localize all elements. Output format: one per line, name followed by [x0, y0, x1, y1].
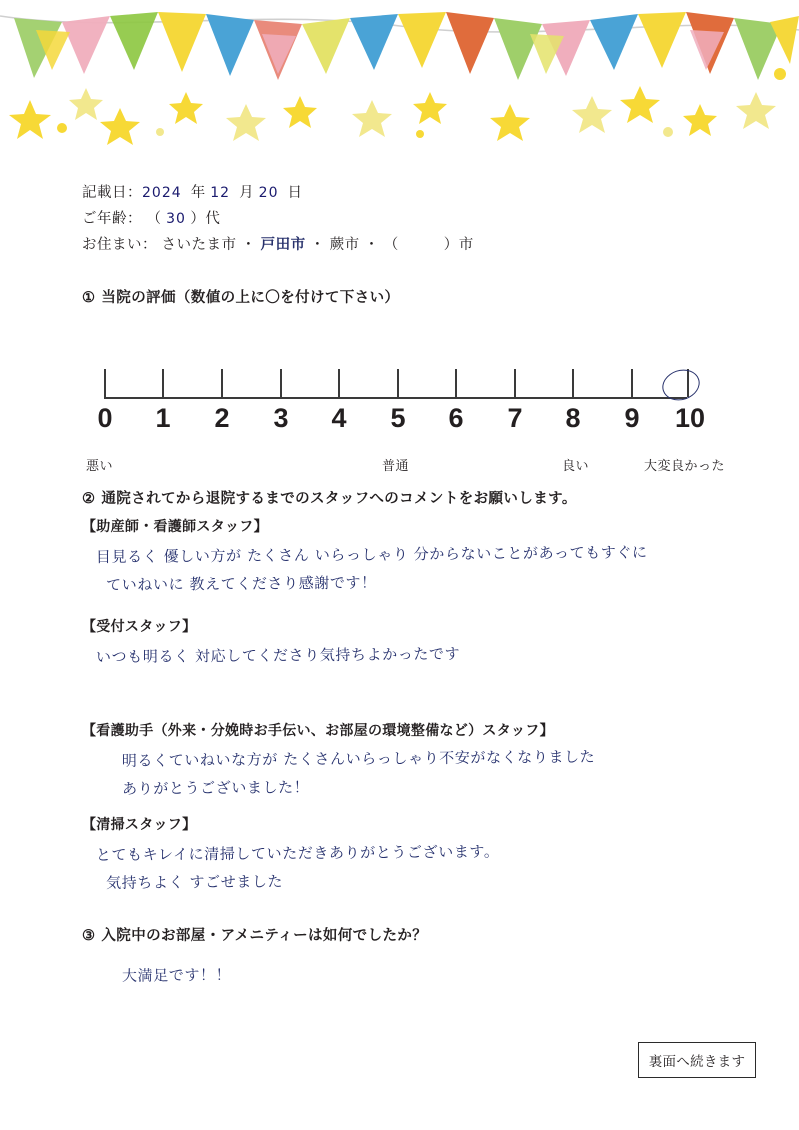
question-3	[82, 924, 799, 945]
scale-tick-6	[455, 369, 457, 397]
question-2-text: 通院されてから退院するまでのスタッフへのコメントをお願いします。	[101, 491, 577, 507]
rating-scale	[0, 337, 799, 487]
q3-answer-line1: 大満足です！！	[121, 965, 232, 985]
date-label: 記載日：	[82, 185, 142, 201]
q2-label-midwife: 【助産師・看護師スタッフ】	[82, 518, 268, 534]
q2-answer-reception[interactable]	[96, 637, 799, 671]
scale-caption-excellent: 大変良かった	[644, 458, 726, 473]
scale-tick-9	[631, 369, 633, 397]
question-2	[82, 487, 799, 508]
scale-label-6[interactable]: 6	[448, 403, 464, 433]
question-1-text: 当院の評価（数値の上に〇を付けて下さい）	[101, 290, 400, 306]
scale-tick-1	[162, 369, 164, 397]
address-option-saitama[interactable]: さいたま市	[161, 237, 237, 253]
q2-answer-assistant-line2: ありがとうございました！	[122, 778, 310, 798]
q2-answer-cleaning[interactable]	[96, 835, 799, 897]
scale-label-7[interactable]: 7	[507, 403, 523, 433]
scale-tick-2	[221, 369, 223, 397]
question-1-number: ①	[82, 290, 96, 306]
month-value[interactable]: 12	[210, 185, 231, 201]
q2-answer-assistant[interactable]	[96, 741, 799, 803]
date-value[interactable]: 2024	[142, 185, 182, 201]
scale-tick-4	[338, 369, 340, 397]
q2-label-cleaning: 【清掃スタッフ】	[82, 816, 197, 832]
q2-label-reception: 【受付スタッフ】	[82, 618, 197, 634]
year-unit: 年	[190, 185, 206, 201]
continue-to-back-text: 裏面へ続きます	[648, 1054, 746, 1069]
scale-tick-7	[514, 369, 516, 397]
age-close-paren: ）代	[190, 211, 221, 227]
q2-section-assistant	[82, 720, 799, 800]
q2-section-cleaning	[82, 814, 799, 894]
scale-caption-normal: 普通	[382, 458, 410, 473]
address-row	[82, 232, 799, 258]
continue-to-back-label	[638, 1042, 756, 1078]
scale-tick-3	[280, 369, 282, 397]
age-open-paren: （	[146, 211, 162, 227]
day-value[interactable]: 20	[258, 185, 279, 201]
q2-answer-cleaning-line2: 気持ちよく すごせました	[106, 872, 284, 892]
address-label: お住まい：	[82, 237, 157, 253]
address-option-toda[interactable]: 戸田市	[260, 237, 306, 253]
date-row	[82, 180, 799, 206]
scale-label-4[interactable]: 4	[331, 403, 347, 433]
scale-label-9[interactable]: 9	[624, 403, 640, 433]
scale-label-10[interactable]: 10	[674, 403, 706, 433]
age-value[interactable]: 30	[166, 211, 186, 227]
question-3-number: ③	[82, 928, 96, 944]
q2-label-assistant: 【看護助手（外来・分娩時お手伝い、お部屋の環境整備など）スタッフ】	[82, 722, 554, 738]
scale-label-8[interactable]: 8	[565, 403, 581, 433]
questionnaire-sheet	[0, 180, 799, 987]
scale-label-5[interactable]: 5	[390, 403, 406, 433]
address-sep-3: ・	[364, 237, 380, 253]
q2-answer-cleaning-line1: とてもキレイに清掃していただきありがとうございます。	[95, 842, 500, 865]
q3-answer[interactable]	[96, 956, 799, 990]
scale-axis-line	[104, 397, 687, 399]
scale-label-3[interactable]: 3	[273, 403, 289, 433]
scale-tick-5	[397, 369, 399, 397]
age-label: ご年齢：	[82, 211, 142, 227]
selected-rating-circle	[658, 365, 703, 405]
scale-caption-good: 良い	[562, 458, 590, 473]
q2-answer-assistant-line1: 明るくていねいな方が たくさんいらっしゃり不安がなくなりました	[121, 747, 596, 770]
q2-answer-reception-line1: いつも明るく 対応してくださり気持ちよかったです	[95, 644, 461, 667]
meta-block	[82, 180, 799, 258]
q2-section-midwife	[82, 516, 799, 596]
day-unit: 日	[287, 185, 303, 201]
decorative-banner	[0, 0, 799, 150]
scale-tick-0	[104, 369, 106, 397]
question-3-text: 入院中のお部屋・アメニティーは如何でしたか？	[101, 928, 428, 944]
scale-label-2[interactable]: 2	[214, 403, 230, 433]
q3-answer-block	[82, 959, 799, 987]
month-unit: 月	[239, 185, 255, 201]
scale-label-1[interactable]: 1	[155, 403, 171, 433]
q2-answer-midwife-line2: ていねいに 教えてくださり感謝です！	[106, 573, 377, 594]
scale-caption-bad: 悪い	[86, 458, 114, 473]
question-1	[82, 286, 799, 307]
address-option-other[interactable]: （ ）市	[383, 237, 474, 253]
address-sep-1: ・	[241, 237, 257, 253]
scale-tick-8	[572, 369, 574, 397]
age-row	[82, 206, 799, 232]
scale-label-0[interactable]: 0	[97, 403, 113, 433]
address-sep-2: ・	[310, 237, 326, 253]
q2-answer-midwife-line1: 目見るく 優しい方が たくさん いらっしゃり 分からないことがあってもすぐに	[95, 543, 648, 567]
q2-section-reception	[82, 616, 799, 668]
address-option-warabi[interactable]: 蕨市	[329, 237, 360, 253]
question-2-number: ②	[82, 491, 96, 507]
q2-answer-midwife[interactable]	[96, 537, 799, 599]
